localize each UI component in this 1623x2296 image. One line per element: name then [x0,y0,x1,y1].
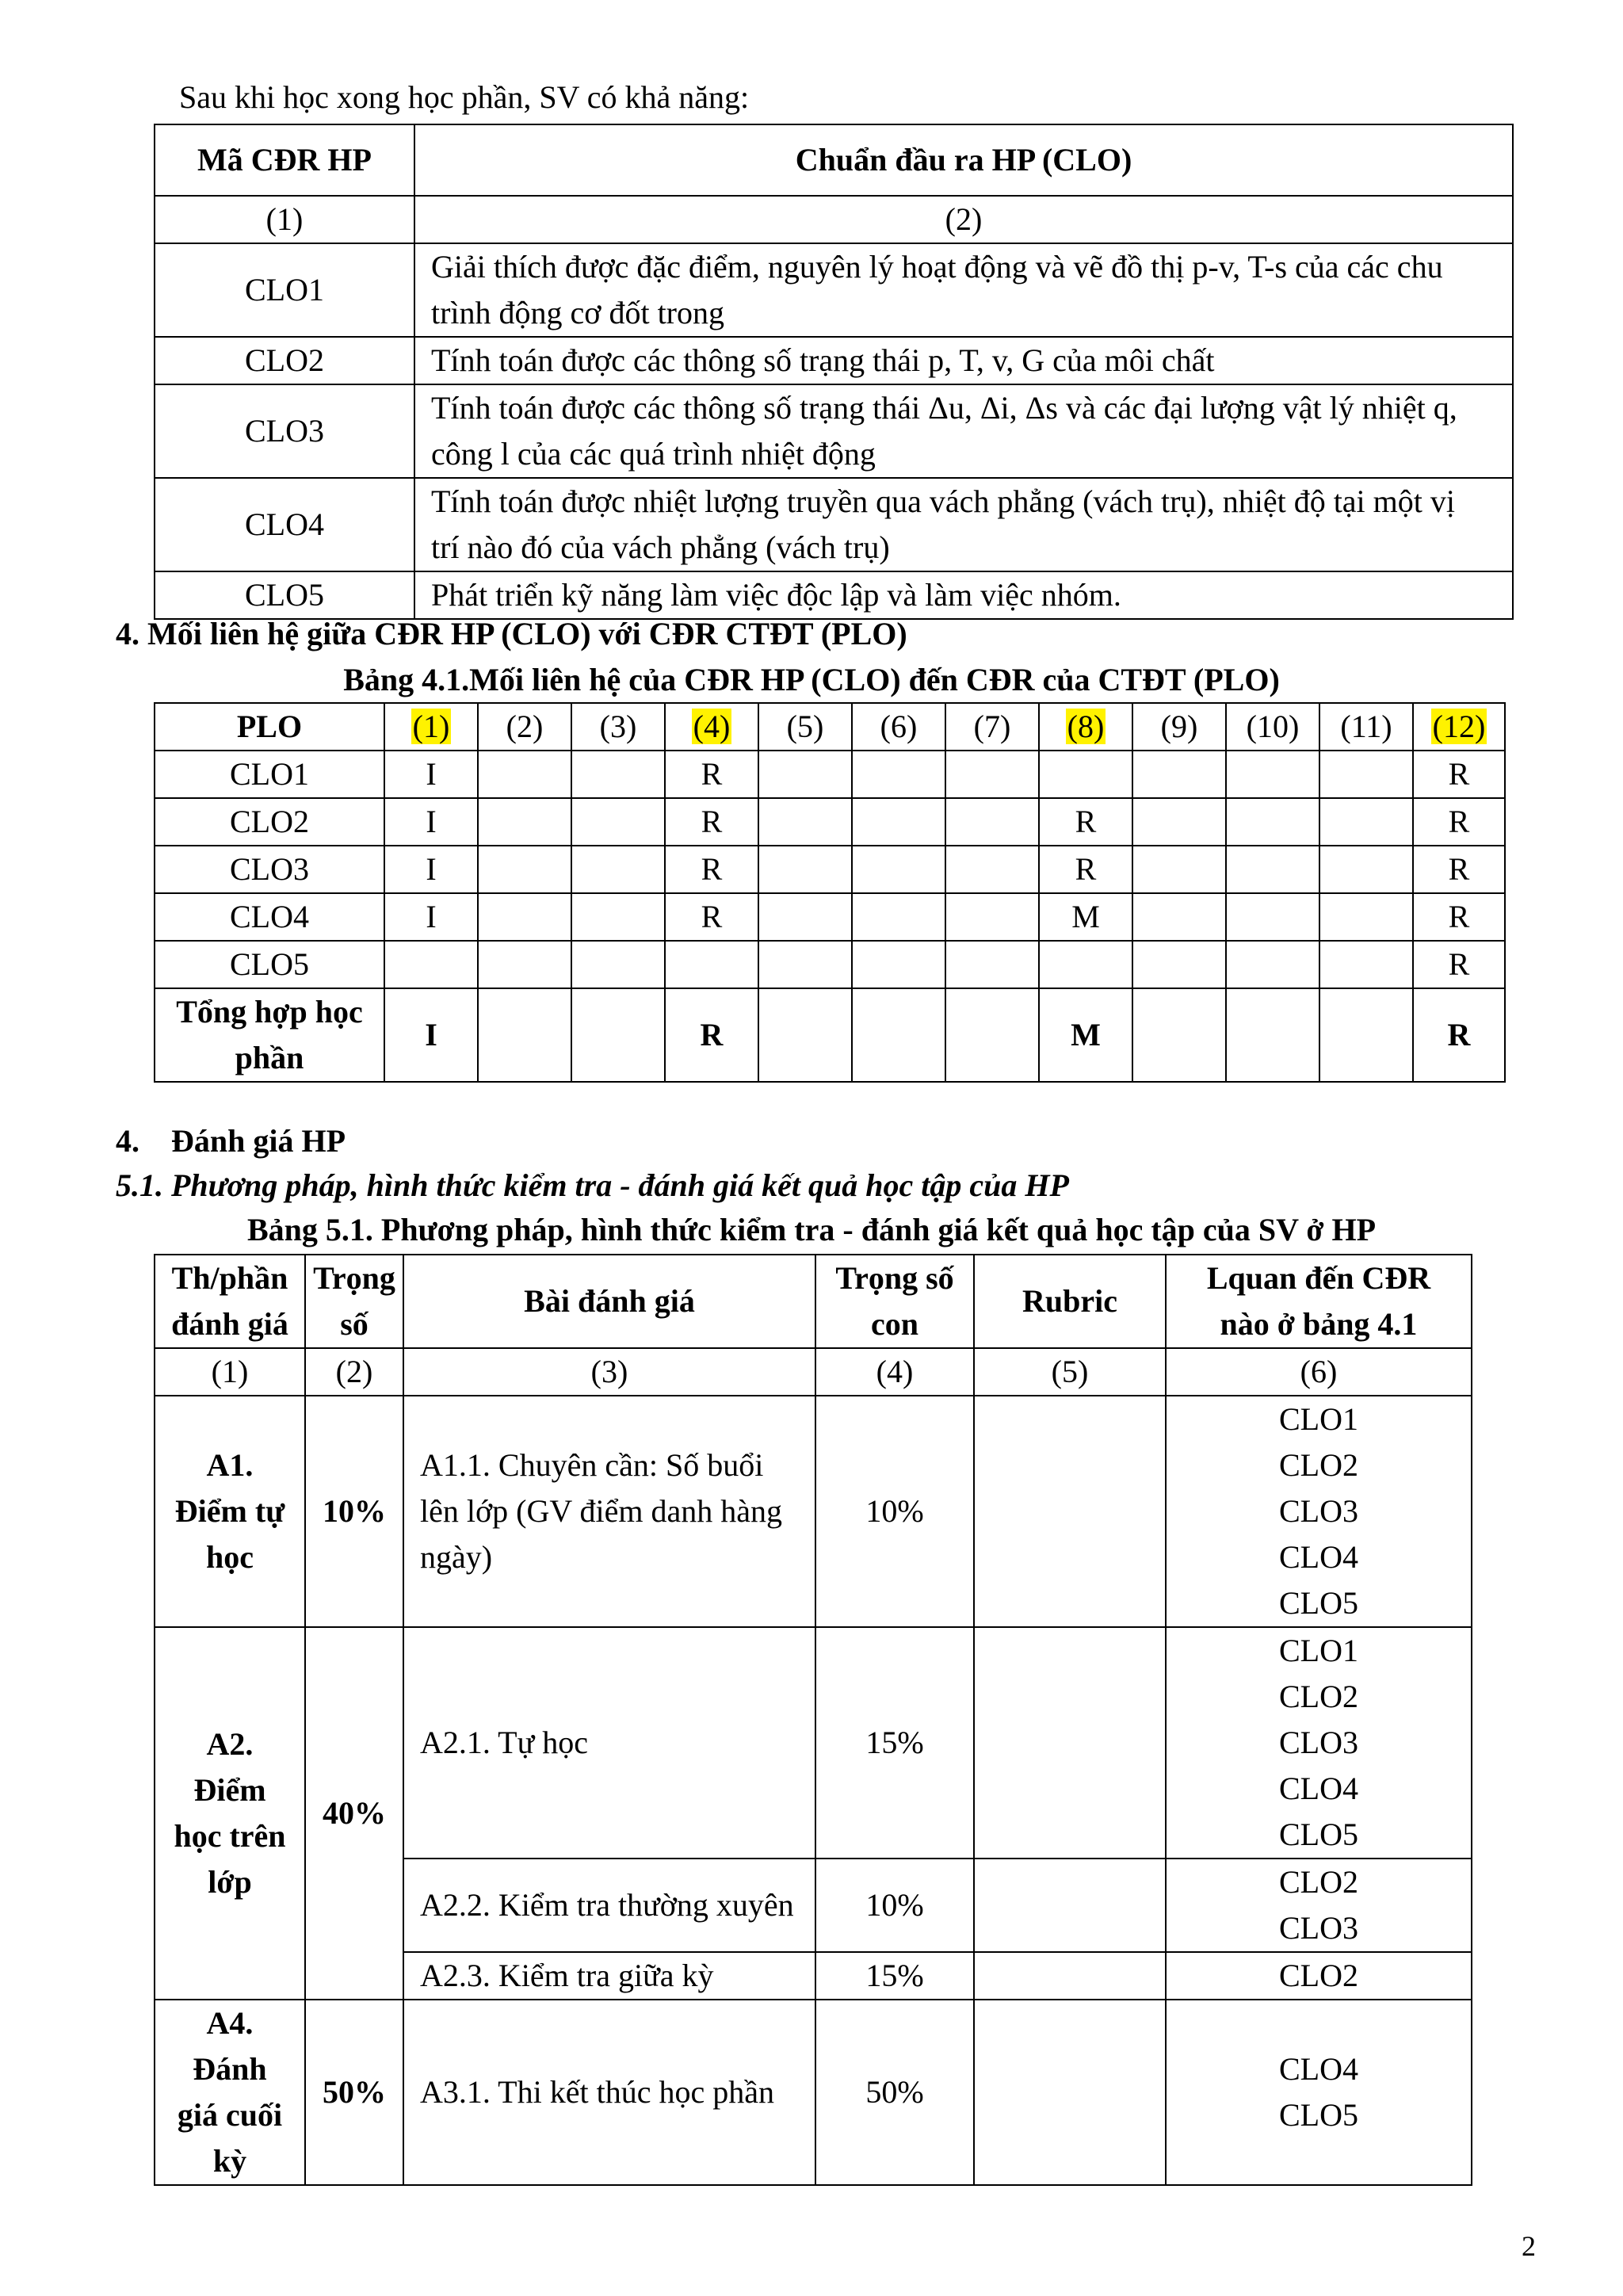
plo-mapping-cell [571,751,665,798]
assessment-rubric [974,1859,1166,1952]
plo-mapping-cell [665,941,758,988]
plo-mapping-cell [478,893,571,941]
plo-mapping-cell [1132,846,1226,893]
plo-row [155,798,1505,846]
assessment-related-clos: CLO4 CLO5 [1166,2000,1472,2185]
plo-total-cell [758,988,852,1082]
clo-table-row [155,571,1513,619]
clo-code: CLO2 [155,337,414,384]
plo-mapping-cell [1226,798,1319,846]
plo-table [154,702,1506,1083]
clo-code: CLO4 [155,478,414,571]
table-4-1-caption: Bảng 4.1.Mối liên hệ của CĐR HP (CLO) đến CĐR của CTĐT (PLO) [343,662,1280,697]
index-cell: (2) [305,1348,403,1396]
plo-mapping-cell [1226,941,1319,988]
assessment-index-row [155,1348,1472,1396]
assessment-table [154,1254,1472,2186]
plo-column-header: (2) [478,703,571,751]
plo-total-cell [1226,988,1319,1082]
clo-table-row [155,337,1513,384]
assessment-related-clos: CLO2 [1166,1952,1472,2000]
assessment-subweight: 50% [815,2000,974,2185]
plo-mapping-cell [758,893,852,941]
plo-mapping-cell [945,798,1039,846]
plo-total-cell: R [665,988,758,1082]
plo-total-cell [1132,988,1226,1082]
assessment-weight: 40% [305,1627,403,2000]
plo-total-cell: R [1413,988,1505,1082]
section-5-number: 4. [116,1123,139,1159]
plo-mapping-cell [852,846,945,893]
assessment-weight: 10% [305,1396,403,1627]
assessment-test: A2.1. Tự học [403,1627,815,1859]
clo-description: Tính toán được các thông số trạng thái p, T, v, G của môi chất [414,337,1513,384]
plo-total-row [155,988,1505,1082]
plo-mapping-cell [758,846,852,893]
plo-mapping-cell [852,751,945,798]
header-test: Bài đánh giá [403,1255,815,1348]
plo-mapping-cell [1039,751,1132,798]
plo-mapping-cell [945,941,1039,988]
plo-mapping-cell [758,751,852,798]
plo-mapping-cell: R [1413,846,1505,893]
plo-row-label: CLO4 [155,893,384,941]
plo-mapping-cell: R [1413,751,1505,798]
plo-mapping-cell: I [384,893,478,941]
clo-code: CLO5 [155,571,414,619]
plo-mapping-cell [571,941,665,988]
plo-row-label: CLO1 [155,751,384,798]
plo-total-cell: I [384,988,478,1082]
plo-mapping-cell [945,893,1039,941]
plo-mapping-cell [1226,846,1319,893]
assessment-component: A1. Điểm tự học [155,1396,305,1627]
index-cell: (4) [815,1348,974,1396]
plo-total-cell [852,988,945,1082]
plo-mapping-cell: I [384,751,478,798]
plo-column-header: (1) [412,709,450,744]
plo-row-label: CLO2 [155,798,384,846]
plo-total-cell [571,988,665,1082]
plo-mapping-cell [384,941,478,988]
assessment-row [155,2000,1472,2185]
clo-description: Tính toán được nhiệt lượng truyền qua vách phẳng (vách trụ), nhiệt độ tại một vị trí nào đó của vách phẳng (vách trụ) [414,478,1513,571]
assessment-subweight: 15% [815,1952,974,2000]
plo-mapping-cell [1132,941,1226,988]
clo-table-row [155,243,1513,337]
plo-mapping-cell: R [665,798,758,846]
plo-mapping-cell: M [1039,893,1132,941]
index-cell: (6) [1166,1348,1472,1396]
assessment-related-clos: CLO1 CLO2 CLO3 CLO4 CLO5 [1166,1396,1472,1627]
plo-mapping-cell [1132,798,1226,846]
section-4-heading: 4. Mối liên hệ giữa CĐR HP (CLO) với CĐR CTĐT (PLO) [116,616,907,651]
plo-column-header: (5) [758,703,852,751]
plo-mapping-cell: R [1413,798,1505,846]
clo-table-index-2: (2) [414,196,1513,243]
assessment-component: A4. Đánh giá cuối kỳ [155,2000,305,2185]
plo-column-header: (9) [1132,703,1226,751]
assessment-subweight: 15% [815,1627,974,1859]
plo-column-header: (7) [945,703,1039,751]
plo-mapping-cell [571,798,665,846]
assessment-component: A2. Điểm học trên lớp [155,1627,305,2000]
assessment-rubric [974,1627,1166,1859]
plo-mapping-cell: I [384,798,478,846]
plo-mapping-cell [758,941,852,988]
plo-mapping-cell: R [1039,846,1132,893]
plo-mapping-cell [1319,893,1413,941]
clo-table-index-1: (1) [155,196,414,243]
clo-table-row [155,384,1513,478]
plo-mapping-cell: I [384,846,478,893]
plo-column-header: (4) [693,709,731,744]
index-cell: (5) [974,1348,1166,1396]
clo-table-header-desc: Chuẩn đầu ra HP (CLO) [414,124,1513,196]
plo-mapping-cell [758,798,852,846]
plo-column-header: (10) [1226,703,1319,751]
header-rubric: Rubric [974,1255,1166,1348]
clo-code: CLO3 [155,384,414,478]
plo-mapping-cell [571,893,665,941]
plo-mapping-cell: R [1039,798,1132,846]
clo-description: Phát triển kỹ năng làm việc độc lập và làm việc nhóm. [414,571,1513,619]
plo-total-cell: M [1039,988,1132,1082]
plo-mapping-cell [945,846,1039,893]
assessment-row [155,1396,1472,1627]
plo-column-header: (3) [571,703,665,751]
clo-table [154,124,1514,620]
header-component: Th/phần đánh giá [155,1255,305,1348]
plo-total-cell [478,988,571,1082]
plo-row-label: CLO5 [155,941,384,988]
section-5-heading [116,1121,346,1162]
plo-mapping-cell [1132,893,1226,941]
plo-column-header: (6) [852,703,945,751]
plo-mapping-cell: R [1413,893,1505,941]
plo-mapping-cell: R [665,751,758,798]
assessment-weight: 50% [305,2000,403,2185]
assessment-test: A2.2. Kiểm tra thường xuyên [403,1859,815,1952]
plo-mapping-cell [1132,751,1226,798]
plo-mapping-cell [945,751,1039,798]
plo-mapping-cell [478,846,571,893]
plo-mapping-cell [852,941,945,988]
plo-row [155,893,1505,941]
header-subweight: Trọng số con [815,1255,974,1348]
plo-mapping-cell [852,893,945,941]
plo-mapping-cell [478,941,571,988]
assessment-header-row [155,1255,1472,1348]
plo-row [155,846,1505,893]
assessment-rubric [974,2000,1166,2185]
plo-mapping-cell: R [665,893,758,941]
clo-description: Giải thích được đặc điểm, nguyên lý hoạt động và vẽ đồ thị p-v, T-s của các chu trình động cơ đốt trong [414,243,1513,337]
plo-row-label: CLO3 [155,846,384,893]
plo-mapping-cell [1226,893,1319,941]
page-number: 2 [1522,2230,1536,2262]
plo-total-cell [1319,988,1413,1082]
plo-column-header: (12) [1432,709,1486,744]
plo-header-label: PLO [155,703,384,751]
plo-mapping-cell: R [1413,941,1505,988]
plo-mapping-cell [1319,846,1413,893]
assessment-subweight: 10% [815,1859,974,1952]
plo-mapping-cell [1319,941,1413,988]
intro-text: Sau khi học xong học phần, SV có khả năng: [179,79,750,115]
assessment-rubric [974,1396,1166,1627]
plo-header-row [155,703,1505,751]
plo-mapping-cell [478,751,571,798]
plo-total-cell [945,988,1039,1082]
section-5-title: Đánh giá HP [171,1123,346,1159]
index-cell: (3) [403,1348,815,1396]
plo-mapping-cell [478,798,571,846]
plo-row [155,941,1505,988]
plo-mapping-cell [1319,798,1413,846]
plo-mapping-cell: R [665,846,758,893]
assessment-rubric [974,1952,1166,2000]
section-5-1-heading: 5.1. Phương pháp, hình thức kiểm tra - đánh giá kết quả học tập của HP [116,1167,1069,1203]
plo-column-header: (11) [1319,703,1413,751]
clo-table-row [155,478,1513,571]
assessment-test: A1.1. Chuyên cần: Số buổi lên lớp (GV điểm danh hàng ngày) [403,1396,815,1627]
clo-description: Tính toán được các thông số trạng thái Δu, Δi, Δs và các đại lượng vật lý nhiệt q, công l của các quá trình nhiệt động [414,384,1513,478]
plo-mapping-cell [1226,751,1319,798]
clo-code: CLO1 [155,243,414,337]
plo-mapping-cell [571,846,665,893]
assessment-test: A2.3. Kiểm tra giữa kỳ [403,1952,815,2000]
header-related-clo: Lquan đến CĐR nào ở bảng 4.1 [1166,1255,1472,1348]
assessment-related-clos: CLO1 CLO2 CLO3 CLO4 CLO5 [1166,1627,1472,1859]
header-weight: Trọng số [305,1255,403,1348]
plo-row [155,751,1505,798]
assessment-related-clos: CLO2 CLO3 [1166,1859,1472,1952]
assessment-test: A3.1. Thi kết thúc học phần [403,2000,815,2185]
assessment-row [155,1627,1472,1859]
clo-table-header-code: Mã CĐR HP [155,124,414,196]
table-5-1-caption: Bảng 5.1. Phương pháp, hình thức kiểm tra - đánh giá kết quả học tập của SV ở HP [246,1212,1377,1247]
assessment-subweight: 10% [815,1396,974,1627]
plo-mapping-cell [1319,751,1413,798]
index-cell: (1) [155,1348,305,1396]
plo-mapping-cell [852,798,945,846]
plo-mapping-cell [1039,941,1132,988]
plo-column-header: (8) [1067,709,1105,744]
plo-total-label: Tổng hợp học phần [155,988,384,1082]
